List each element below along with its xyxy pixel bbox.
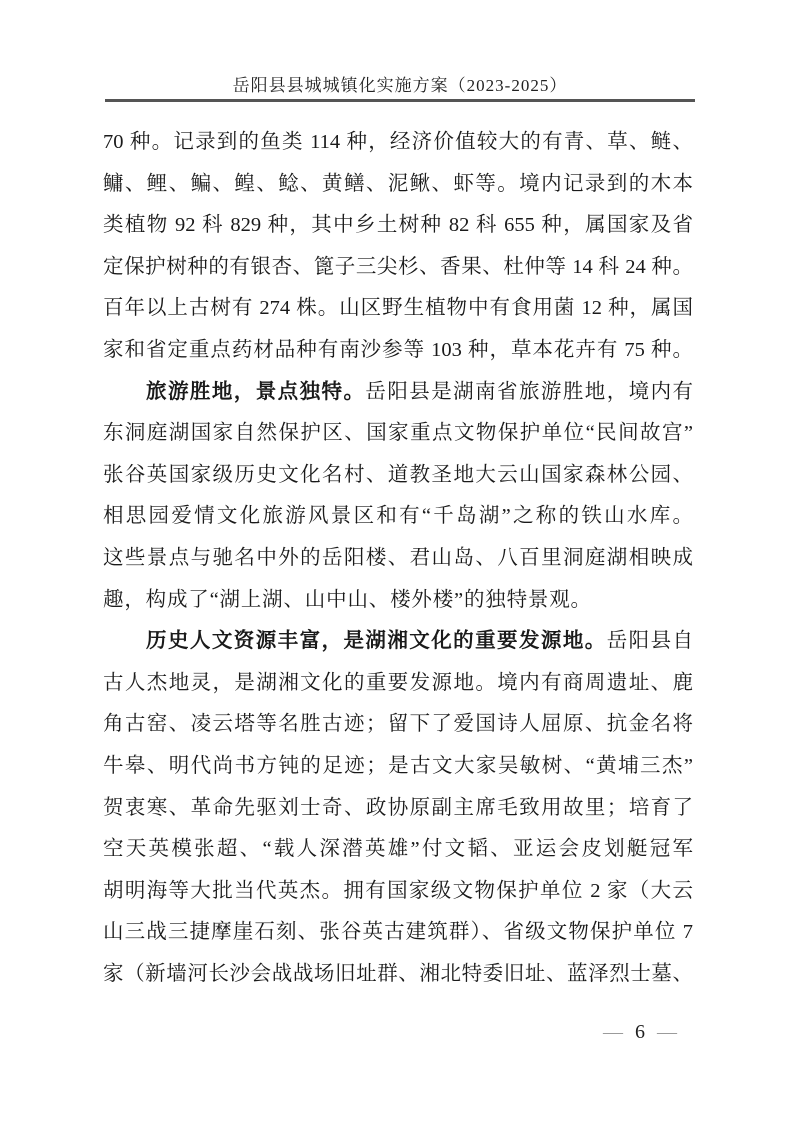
body-text-segment: 岳阳县自 xyxy=(606,630,693,653)
text-line xyxy=(103,372,693,414)
body-text-segment: 张谷英国家级历史文化名村、道教圣地大云山国家森林公园、 xyxy=(103,463,693,486)
body-text-segment: 百年以上古树有 274 株。山区野生植物中有食用菌 12 种，属国 xyxy=(103,297,693,320)
text-line xyxy=(103,538,693,580)
text-line xyxy=(103,621,693,663)
body-text-segment: 趣，构成了“湖上湖、山中山、楼外楼”的独特景观。 xyxy=(103,588,592,611)
paragraph xyxy=(103,122,693,372)
footer-dash-right: — xyxy=(657,1021,677,1043)
document-body xyxy=(103,122,693,995)
paragraph xyxy=(103,621,693,995)
body-text-segment: 定保护树种的有银杏、篦子三尖杉、香果、杜仲等 14 科 24 种。 xyxy=(103,255,693,278)
footer-dash-left: — xyxy=(603,1021,623,1043)
text-line xyxy=(103,954,693,996)
text-line xyxy=(103,164,693,206)
body-text-segment: 70 种。记录到的鱼类 114 种，经济价值较大的有青、草、鲢、 xyxy=(103,131,693,153)
text-line xyxy=(103,788,693,830)
body-text-segment: 空天英模张超、“载人深潜英雄”付文韬、亚运会皮划艇冠军 xyxy=(103,838,693,861)
body-text-segment: 这些景点与驰名中外的岳阳楼、君山岛、八百里洞庭湖相映成 xyxy=(103,546,693,569)
body-text-segment: 鳙、鲤、鳊、鳇、鲶、黄鳝、泥鳅、虾等。境内记录到的木本 xyxy=(103,172,693,195)
page-footer xyxy=(558,1021,722,1044)
text-line xyxy=(103,912,693,954)
body-text-segment: 家和省定重点药材品种有南沙参等 103 种，草本花卉有 75 种。 xyxy=(103,338,693,361)
text-line xyxy=(103,288,693,330)
header-rule xyxy=(105,99,695,102)
header-title: 岳阳县县城城镇化实施方案（2023-2025） xyxy=(232,76,568,95)
body-text-segment: 牛皋、明代尚书方钝的足迹；是古文大家吴敏树、“黄埔三杰” xyxy=(103,754,693,777)
bold-lead-text: 历史人文资源丰富，是湖湘文化的重要发源地。 xyxy=(146,630,607,653)
body-text-segment: 东洞庭湖国家自然保护区、国家重点文物保护单位“民间故宫” xyxy=(103,422,693,445)
body-text-segment: 相思园爱情文化旅游风景区和有“千岛湖”之称的铁山水库。 xyxy=(103,505,693,528)
paragraph xyxy=(103,372,693,622)
text-line xyxy=(103,330,693,372)
body-text-segment: 胡明海等大批当代英杰。拥有国家级文物保护单位 2 家（大云 xyxy=(103,879,693,902)
body-text-segment: 家（新墙河长沙会战战场旧址群、湘北特委旧址、蓝泽烈士墓、 xyxy=(103,962,693,985)
text-line xyxy=(103,247,693,289)
bold-lead-text: 旅游胜地，景点独特。 xyxy=(146,380,366,403)
text-line xyxy=(103,496,693,538)
text-line xyxy=(103,663,693,705)
text-line xyxy=(103,455,693,497)
text-line xyxy=(103,829,693,871)
body-text-segment: 类植物 92 科 829 种，其中乡土树种 82 科 655 种，属国家及省 xyxy=(103,214,693,237)
text-line xyxy=(103,704,693,746)
page-number: 6 xyxy=(635,1021,645,1043)
text-line xyxy=(103,122,693,164)
text-line xyxy=(103,746,693,788)
body-text-segment: 贺衷寒、革命先驱刘士奇、政协原副主席毛致用故里；培育了 xyxy=(103,796,693,819)
body-text-segment: 角古窑、凌云塔等名胜古迹；留下了爱国诗人屈原、抗金名将 xyxy=(103,713,693,736)
text-line xyxy=(103,871,693,913)
body-text-segment: 岳阳县是湖南省旅游胜地，境内有 xyxy=(365,380,693,403)
text-line xyxy=(103,413,693,455)
body-text-segment: 古人杰地灵，是湖湘文化的重要发源地。境内有商周遗址、鹿 xyxy=(103,671,693,694)
text-line xyxy=(103,580,693,622)
body-text-segment: 山三战三捷摩崖石刻、张谷英古建筑群）、省级文物保护单位 7 xyxy=(103,921,693,944)
text-line xyxy=(103,205,693,247)
